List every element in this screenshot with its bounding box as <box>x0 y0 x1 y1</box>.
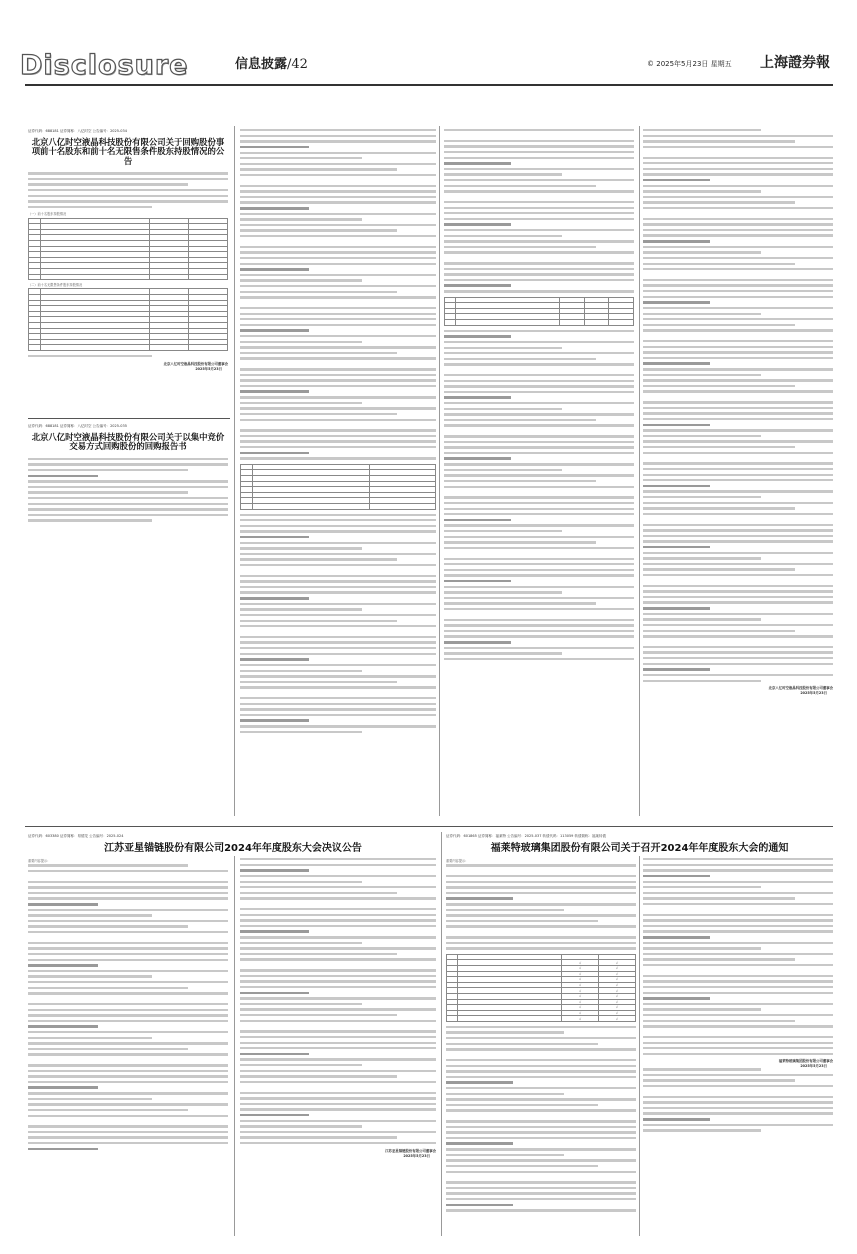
signature: 江苏亚星锚链股份有限公司董事会 <box>385 1148 436 1153</box>
signature-date: 2025年5月23日 <box>403 1153 430 1158</box>
table-cell: √ <box>599 965 636 971</box>
table-cell <box>150 274 189 280</box>
table-cell: √ <box>562 965 599 971</box>
table-cell: √ <box>562 1005 599 1011</box>
table-cell: √ <box>599 1005 636 1011</box>
table-cell: √ <box>562 993 599 999</box>
section-divider <box>25 826 833 827</box>
table-row <box>29 274 228 280</box>
notice-body <box>446 1026 636 1212</box>
table-cell: √ <box>599 1016 636 1022</box>
notice-title: 北京八亿时空液晶科技股份有限公司关于回购股份事项前十名股东和前十名无限售条件股东持股情况的公告 <box>31 137 225 166</box>
column-divider <box>234 856 235 1236</box>
section-wordmark: Disclosure <box>20 50 189 81</box>
table-cell <box>369 503 435 509</box>
table-cell: √ <box>599 971 636 977</box>
table-row <box>29 345 228 351</box>
table-cell: √ <box>599 960 636 966</box>
signature: 北京八亿时空液晶科技股份有限公司董事会 <box>163 361 228 366</box>
table-cell: √ <box>562 1016 599 1022</box>
table-cell <box>445 319 456 325</box>
column-divider <box>234 126 235 816</box>
proposal-table <box>446 954 636 1022</box>
notice-a1 <box>28 129 228 371</box>
table-cell <box>584 319 609 325</box>
notice-body <box>444 129 634 293</box>
table-cell <box>189 274 228 280</box>
notice-divider <box>28 418 230 419</box>
page-number: /42 <box>287 57 308 72</box>
notice-meta: 证券代码：601865 证券简称：福莱特 公告编号：2025-037 转债代码：113059 转债简称：福莱转债 <box>446 834 607 838</box>
signature-date: 2025年5月23日 <box>195 366 222 371</box>
section-title <box>235 53 308 72</box>
table-cell <box>458 1016 562 1022</box>
notice-body <box>28 458 228 522</box>
table-row <box>445 319 634 325</box>
table-cell <box>252 503 369 509</box>
notice-a2-continued-2 <box>444 129 634 664</box>
signature: 北京八亿时空液晶科技股份有限公司董事会 <box>768 686 833 691</box>
table-cell <box>29 345 41 351</box>
table-cell <box>560 319 585 325</box>
masthead-rule <box>25 84 833 86</box>
table-row <box>241 503 436 509</box>
notice-body <box>28 864 228 1150</box>
notice-a2-continued <box>240 129 436 736</box>
table-cell: √ <box>562 977 599 983</box>
notice-a2-continued-3 <box>643 129 833 695</box>
holders-table <box>28 218 228 281</box>
notice-body <box>643 858 833 1055</box>
table-cell: √ <box>599 982 636 988</box>
key-points-heading: 重要内容提示： <box>28 859 51 863</box>
notice-c-col2 <box>643 858 833 1135</box>
table-caption: （一）前十名股东持股情况 <box>28 212 67 217</box>
notice-body <box>28 355 228 357</box>
table-cell <box>40 345 149 351</box>
notice-c-col1 <box>446 858 636 1215</box>
table-cell: √ <box>562 1010 599 1016</box>
notice-body <box>240 858 436 1144</box>
table-row <box>447 1016 636 1022</box>
notice-c <box>446 834 833 854</box>
table-cell: √ <box>599 1010 636 1016</box>
table-cell: √ <box>599 999 636 1005</box>
notice-body <box>28 172 228 208</box>
notice-meta: 证券代码：603380 证券简称：易德龙 公告编号：2025-024 <box>28 834 124 838</box>
signature: 福莱特玻璃集团股份有限公司董事会 <box>778 1059 833 1064</box>
table-cell: √ <box>599 977 636 983</box>
table-cell: √ <box>562 999 599 1005</box>
dateline: © 2025年5月23日 星期五 <box>647 60 732 68</box>
table-cell: √ <box>599 993 636 999</box>
table-cell: √ <box>562 960 599 966</box>
table-cell <box>189 345 228 351</box>
notice-body <box>240 514 436 734</box>
notice-body <box>444 330 634 661</box>
table-cell <box>609 319 634 325</box>
section-name: 信息披露 <box>235 57 288 72</box>
table-cell <box>241 503 253 509</box>
unrestricted-holders-table <box>28 288 228 351</box>
column-divider <box>639 856 640 1236</box>
column-divider <box>639 126 640 816</box>
notice-meta: 证券代码：688181 证券简称：八亿时空 公告编号：2025-035 <box>28 424 127 428</box>
signature-date: 2025年5月23日 <box>800 691 827 696</box>
date-text: 2025年5月23日 星期五 <box>656 60 732 68</box>
notice-b <box>28 834 438 854</box>
notice-title: 江苏亚星锚链股份有限公司2024年年度股东大会决议公告 <box>104 843 362 854</box>
table-cell <box>29 274 41 280</box>
newspaper-name: 上海證券報 <box>760 55 830 71</box>
notice-a2 <box>28 424 228 525</box>
notice-body <box>643 1068 833 1132</box>
column-divider <box>439 126 440 816</box>
signature-date: 2025年5月23日 <box>800 1064 827 1069</box>
notice-body <box>240 129 436 460</box>
notice-title: 福莱特玻璃集团股份有限公司关于召开2024年年度股东大会的通知 <box>490 843 789 854</box>
table-cell <box>447 1016 458 1022</box>
table-cell <box>40 274 149 280</box>
capital-structure-table <box>444 297 634 326</box>
key-points-heading: 重要内容提示： <box>446 859 469 863</box>
notice-b-col1 <box>28 858 228 1153</box>
notice-b-col2 <box>240 858 436 1158</box>
table-caption: （二）前十名无限售条件股东持股情况 <box>28 283 83 288</box>
table-cell: √ <box>599 988 636 994</box>
repurchase-table <box>240 464 436 510</box>
notice-title: 北京八亿时空液晶科技股份有限公司关于以集中竞价交易方式回购股份的回购报告书 <box>31 432 225 452</box>
table-cell <box>456 319 560 325</box>
table-cell: √ <box>562 971 599 977</box>
masthead <box>0 0 857 90</box>
notice-meta: 证券代码：688181 证券简称：八亿时空 公告编号：2025-034 <box>28 129 127 133</box>
table-cell <box>150 345 189 351</box>
notice-body <box>446 864 636 949</box>
table-cell: √ <box>562 982 599 988</box>
column-divider <box>441 832 442 1236</box>
table-cell: √ <box>562 988 599 994</box>
notice-body <box>643 129 833 682</box>
